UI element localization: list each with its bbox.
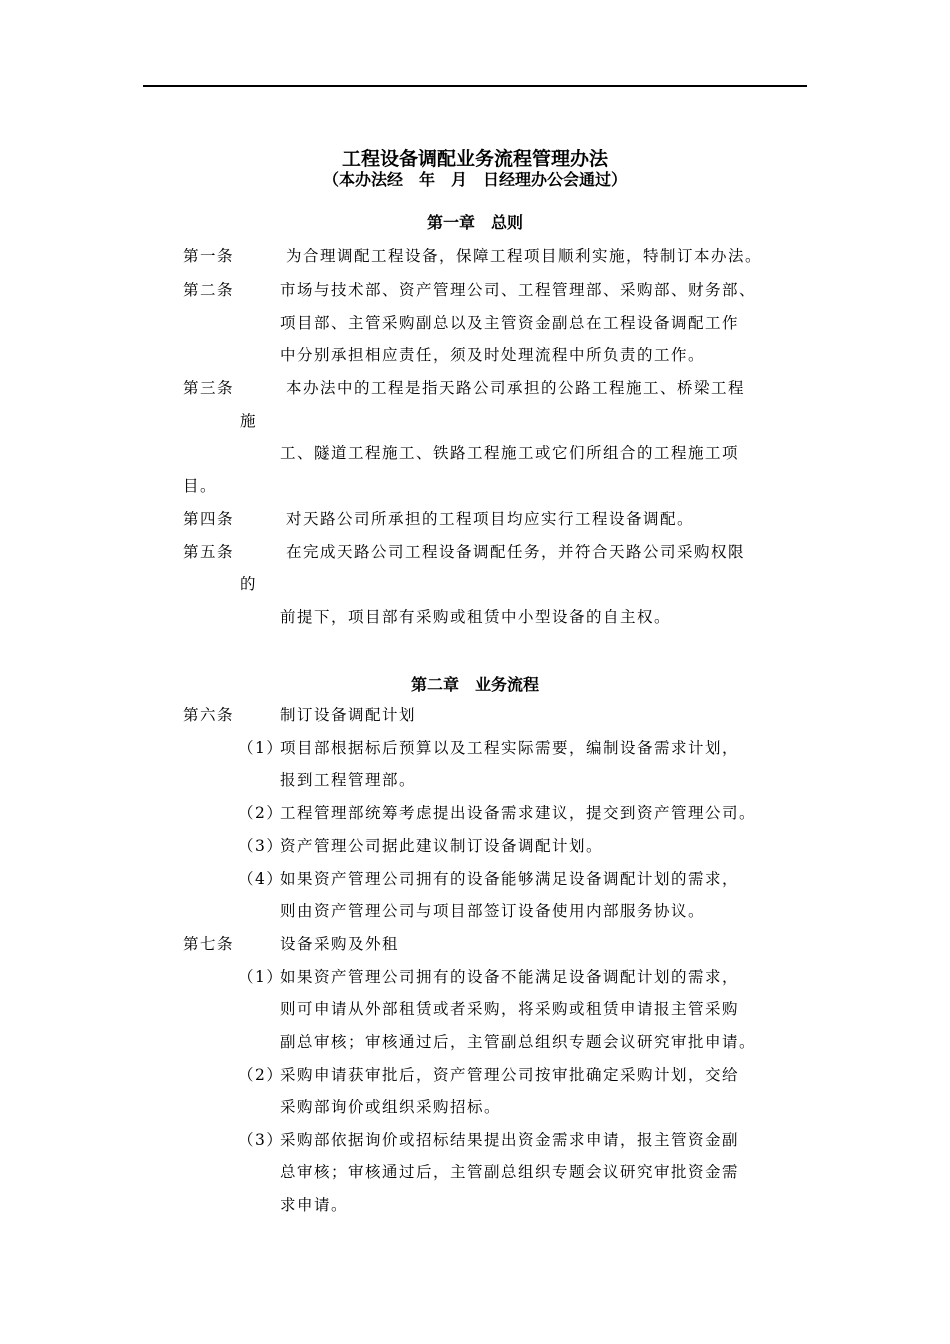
- document-subtitle: （本办法经 年 月 日经理办公会通过）: [322, 170, 627, 189]
- article-3-line-1: 本办法中的工程是指天路公司承担的公路工程施工、桥梁工程: [286, 379, 746, 397]
- chapter-2-heading: 第二章 业务流程: [410, 675, 539, 694]
- item-6-2-number: （2）: [238, 804, 284, 822]
- article-2-line-2: 项目部、主管采购副总以及主管资金副总在工程设备调配工作: [280, 314, 740, 332]
- article-4-line-1: 对天路公司所承担的工程项目均应实行工程设备调配。: [286, 510, 695, 528]
- item-7-1-number: （1）: [238, 968, 284, 986]
- article-7-heading: 设备采购及外租: [280, 935, 400, 953]
- item-6-4-line-1: 如果资产管理公司拥有的设备能够满足设备调配计划的需求，: [280, 870, 740, 888]
- article-5-line-3: 前提下，项目部有采购或租赁中小型设备的自主权。: [280, 608, 672, 626]
- item-6-4-number: （4）: [238, 870, 284, 888]
- article-6-label: 第六条: [183, 706, 235, 724]
- item-7-3-number: （3）: [238, 1131, 284, 1149]
- header-rule: [143, 85, 807, 87]
- article-3-label: 第三条: [183, 379, 235, 397]
- article-5-line-1: 在完成天路公司工程设备调配任务，并符合天路公司采购权限: [286, 543, 746, 561]
- item-7-1-line-2: 则可申请从外部租赁或者采购，将采购或租赁申请报主管采购: [280, 1000, 740, 1018]
- article-5-label: 第五条: [183, 543, 235, 561]
- item-6-1-number: （1）: [238, 739, 284, 757]
- chapter-1-heading: 第一章 总则: [426, 213, 523, 232]
- item-7-3-line-3: 求申请。: [280, 1196, 349, 1214]
- item-6-1-line-2: 报到工程管理部。: [280, 771, 417, 789]
- item-6-3-line-1: 资产管理公司据此建议制订设备调配计划。: [280, 837, 604, 855]
- item-7-1-line-1: 如果资产管理公司拥有的设备不能满足设备调配计划的需求，: [280, 968, 740, 986]
- article-6-heading: 制订设备调配计划: [280, 706, 417, 724]
- article-5-line-2: 的: [240, 575, 258, 593]
- item-7-3-line-1: 采购部依据询价或招标结果提出资金需求申请，报主管资金副: [280, 1131, 740, 1149]
- item-7-2-line-1: 采购申请获审批后，资产管理公司按审批确定采购计划，交给: [280, 1066, 740, 1084]
- item-7-2-number: （2）: [238, 1066, 284, 1084]
- item-6-3-number: （3）: [238, 837, 284, 855]
- article-2-label: 第二条: [183, 281, 235, 299]
- item-7-2-line-2: 采购部询价或组织采购招标。: [280, 1098, 502, 1116]
- article-2-line-1: 市场与技术部、资产管理公司、工程管理部、采购部、财务部、: [280, 281, 757, 299]
- item-6-2-line-1: 工程管理部统筹考虑提出设备需求建议，提交到资产管理公司。: [280, 804, 757, 822]
- article-4-label: 第四条: [183, 510, 235, 528]
- article-2-line-3: 中分别承担相应责任，须及时处理流程中所负责的工作。: [280, 346, 706, 364]
- item-7-3-line-2: 总审核；审核通过后，主管副总组织专题会议研究审批资金需: [280, 1163, 740, 1181]
- article-1-line-1: 为合理调配工程设备，保障工程项目顺利实施，特制订本办法。: [286, 247, 763, 265]
- article-7-label: 第七条: [183, 935, 235, 953]
- item-6-1-line-1: 项目部根据标后预算以及工程实际需要，编制设备需求计划，: [280, 739, 740, 757]
- document-title: 工程设备调配业务流程管理办法: [341, 148, 608, 170]
- article-3-line-4: 目。: [183, 477, 218, 495]
- article-3-line-3: 工、隧道工程施工、铁路工程施工或它们所组合的工程施工项: [280, 444, 740, 462]
- item-7-1-line-3: 副总审核；审核通过后，主管副总组织专题会议研究审批申请。: [280, 1033, 757, 1051]
- article-3-line-2: 施: [240, 412, 258, 430]
- item-6-4-line-2: 则由资产管理公司与项目部签订设备使用内部服务协议。: [280, 902, 706, 920]
- article-1-label: 第一条: [183, 247, 235, 265]
